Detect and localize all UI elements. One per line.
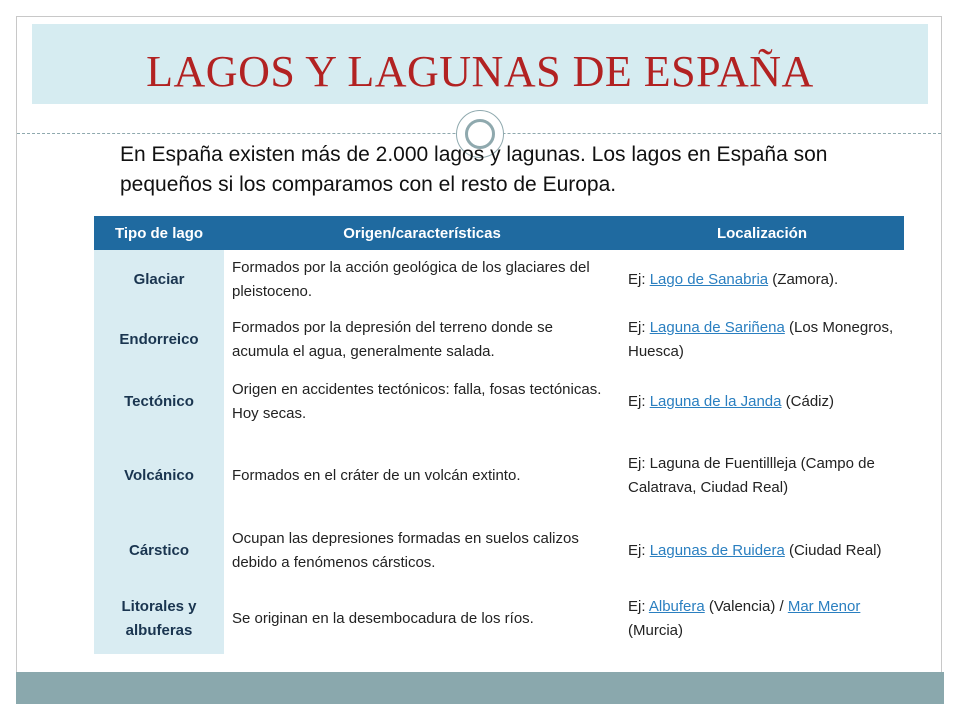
link-lagunas-ruidera[interactable]: Lagunas de Ruidera [649, 542, 785, 559]
row-type: Glaciar [94, 250, 224, 310]
location-prefix: Ej: [628, 271, 650, 288]
row-origin: Formados por la depresión del terreno donde se acumula el agua, generalmente salada. [232, 319, 554, 360]
table-row [94, 250, 904, 310]
link-laguna-janda[interactable]: Laguna de la Janda [649, 393, 782, 410]
location-suffix: (Cádiz) [781, 393, 834, 410]
link-lago-sanabria[interactable]: Lago de Sanabria [649, 271, 769, 288]
row-location: Ej: Laguna de Fuentillleja (Campo de Calatrava, Ciudad Real) [628, 455, 875, 496]
row-origin: Formados por la acción geológica de los glaciares del pleistoceno. [232, 259, 590, 300]
row-type: Tectónico [94, 370, 224, 434]
row-location [620, 518, 904, 584]
location-prefix: Ej: [628, 598, 649, 615]
footer-band [16, 672, 944, 704]
table-row [94, 434, 904, 518]
row-type: Cárstico [94, 518, 224, 584]
row-type: Volcánico [94, 434, 224, 518]
location-prefix: Ej: [628, 393, 650, 410]
link-laguna-sarinena[interactable]: Laguna de Sariñena [649, 319, 785, 336]
location-suffix: (Murcia) [628, 622, 683, 639]
location-prefix: Ej: [628, 319, 650, 336]
table-header-row [94, 216, 904, 250]
link-mar-menor[interactable]: Mar Menor [787, 598, 861, 615]
row-location [620, 310, 904, 370]
link-albufera[interactable]: Albufera [648, 598, 705, 615]
row-type: Litorales y albuferas [94, 584, 224, 654]
location-suffix: (Los Monegros, Huesca) [628, 319, 894, 360]
row-location [620, 250, 904, 310]
intro-text: En España existen más de 2.000 lagos y lagunas. Los lagos en España son pequeños si los comparamos con el resto de Europa. [120, 143, 828, 196]
table-row [94, 518, 904, 584]
location-suffix: (Ciudad Real) [784, 542, 882, 559]
row-origin: Origen en accidentes tectónicos: falla, fosas tectónicas. Hoy secas. [232, 381, 602, 422]
location-prefix: Ej: [628, 542, 650, 559]
row-type: Endorreico [94, 310, 224, 370]
table-row [94, 310, 904, 370]
row-location [620, 370, 904, 434]
row-location [620, 584, 904, 654]
header-origen: Origen/características [224, 216, 620, 250]
row-origin: Formados en el cráter de un volcán extinto. [232, 467, 521, 484]
table-row [94, 370, 904, 434]
location-suffix: (Zamora). [768, 271, 839, 288]
location-middle: (Valencia) / [704, 598, 788, 615]
lakes-table [94, 216, 904, 654]
header-localizacion: Localización [620, 216, 904, 250]
slide-title: LAGOS Y LAGUNAS DE ESPAÑA [146, 47, 814, 96]
row-origin: Ocupan las depresiones formadas en suelos calizos debido a fenómenos cársticos. [232, 530, 579, 571]
header-tipo: Tipo de lago [94, 216, 224, 250]
table-row [94, 584, 904, 654]
row-origin: Se originan en la desembocadura de los ríos. [232, 610, 534, 627]
